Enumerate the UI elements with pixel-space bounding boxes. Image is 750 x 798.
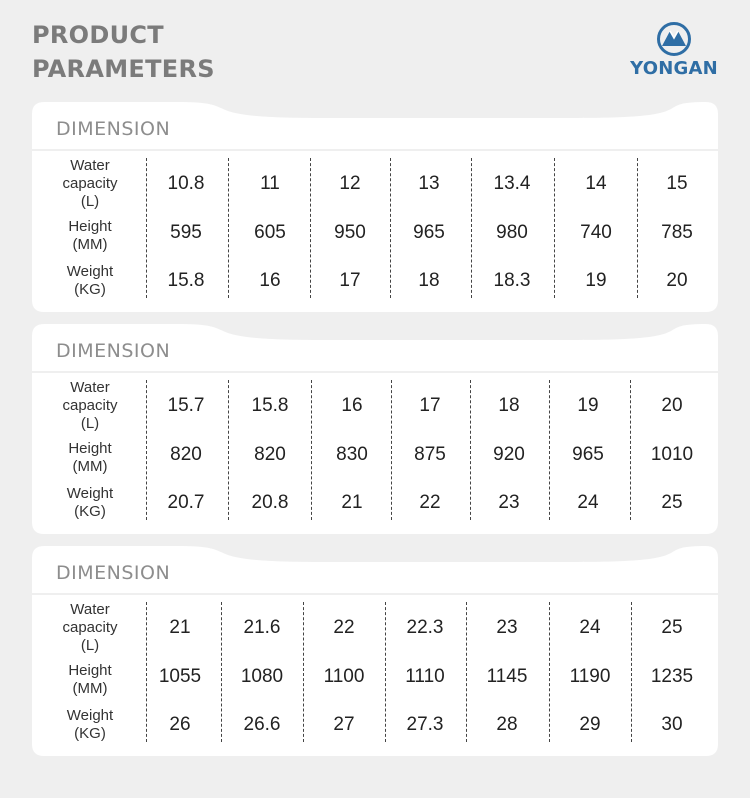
table-cell: 920	[493, 444, 525, 465]
row-label-line: Height	[68, 662, 112, 679]
table-cell: 830	[336, 444, 368, 465]
table-cell: 20.8	[251, 492, 289, 513]
row-label	[44, 379, 136, 433]
table-cell: 26.6	[243, 714, 281, 735]
table-cell: 24	[577, 492, 599, 513]
table-cell: 10.8	[167, 173, 205, 194]
table-cell: 16	[341, 395, 363, 416]
table-cell: 1145	[486, 666, 528, 687]
table-cell: 23	[496, 617, 518, 638]
table-cell: 965	[572, 444, 604, 465]
table-cell: 22	[419, 492, 441, 513]
table-cell: 1100	[323, 666, 365, 687]
table-cell: 1235	[650, 666, 694, 687]
row-label-line: (L)	[80, 193, 100, 210]
table-cell: 26	[169, 714, 191, 735]
table-cell: 20	[661, 395, 683, 416]
table-cell: 15.7	[167, 395, 205, 416]
row-label-line: capacity	[62, 175, 118, 192]
table-cell: 27.3	[406, 714, 444, 735]
row-label-line: capacity	[62, 397, 118, 414]
table-cell: 17	[339, 270, 361, 291]
row-label-line: (KG)	[74, 725, 106, 742]
row-label-line: Weight	[66, 485, 114, 502]
table-cell: 595	[170, 222, 202, 243]
table-cell: 1010	[650, 444, 694, 465]
table-cell: 17	[419, 395, 441, 416]
row-label	[44, 157, 136, 211]
column-divider	[554, 158, 555, 298]
table-cell: 20.7	[167, 492, 205, 513]
table-cell: 875	[414, 444, 446, 465]
table-cell: 25	[661, 617, 683, 638]
table-section-label: DIMENSION	[56, 562, 171, 584]
table-cell: 13	[418, 173, 440, 194]
row-label-line: Water	[70, 379, 110, 396]
dimension-table-2	[32, 324, 718, 534]
table-cell: 16	[259, 270, 281, 291]
table-cell: 14	[585, 173, 607, 194]
row-label-line: (KG)	[74, 281, 106, 298]
table-cell: 15.8	[251, 395, 289, 416]
table-cell: 19	[585, 270, 607, 291]
column-divider	[630, 380, 631, 520]
yongan-mountain-logo-icon	[657, 22, 691, 56]
row-label-line: Height	[68, 218, 112, 235]
brand-name: YONGAN	[630, 58, 718, 79]
column-divider	[228, 158, 229, 298]
table-cell: 19	[577, 395, 599, 416]
page-title	[32, 18, 215, 86]
row-label	[44, 218, 136, 254]
table-cell: 29	[579, 714, 601, 735]
dimension-table-3	[32, 546, 718, 756]
row-label-line: (L)	[80, 415, 100, 432]
column-divider	[228, 380, 229, 520]
table-cell: 22	[333, 617, 355, 638]
table-cell: 12	[339, 173, 361, 194]
row-label-line: (MM)	[72, 458, 108, 475]
table-cell: 785	[661, 222, 693, 243]
table-cell: 25	[661, 492, 683, 513]
row-label	[44, 440, 136, 476]
table-cell: 18	[418, 270, 440, 291]
table-cell: 605	[254, 222, 286, 243]
row-label-line: Weight	[66, 263, 114, 280]
table-cell: 1190	[569, 666, 611, 687]
table-cell: 965	[413, 222, 445, 243]
row-label	[44, 263, 136, 299]
table-cell: 13.4	[493, 173, 531, 194]
row-label-line: capacity	[62, 619, 118, 636]
page-title-line-1: PRODUCT	[32, 21, 164, 49]
table-section-label: DIMENSION	[56, 118, 171, 140]
row-label-line: (KG)	[74, 503, 106, 520]
table-cell: 22.3	[406, 617, 444, 638]
table-cell: 21	[341, 492, 363, 513]
table-cell: 950	[334, 222, 366, 243]
table-cell: 27	[333, 714, 355, 735]
table-cell: 740	[580, 222, 612, 243]
row-label-line: (MM)	[72, 680, 108, 697]
table-cell: 820	[170, 444, 202, 465]
table-cell: 28	[496, 714, 518, 735]
row-label-line: Water	[70, 157, 110, 174]
table-cell: 1110	[405, 666, 445, 687]
table-cell: 11	[260, 173, 280, 194]
row-label-line: Height	[68, 440, 112, 457]
row-label-line: Weight	[66, 707, 114, 724]
table-cell: 1055	[158, 666, 202, 687]
row-label	[44, 601, 136, 655]
table-cell: 1080	[240, 666, 284, 687]
row-label-line: (L)	[80, 637, 100, 654]
page-title-line-2: PARAMETERS	[32, 55, 215, 83]
table-cell: 18	[498, 395, 520, 416]
table-cell: 21	[169, 617, 191, 638]
dimension-table-1	[32, 102, 718, 312]
table-cell: 30	[661, 714, 683, 735]
row-label-line: (MM)	[72, 236, 108, 253]
row-label-line: Water	[70, 601, 110, 618]
table-cell: 15	[666, 173, 688, 194]
table-cell: 980	[496, 222, 528, 243]
table-cell: 24	[579, 617, 601, 638]
table-cell: 21.6	[243, 617, 281, 638]
table-cell: 820	[254, 444, 286, 465]
row-label	[44, 707, 136, 743]
row-label	[44, 485, 136, 521]
table-cell: 23	[498, 492, 520, 513]
table-cell: 15.8	[167, 270, 205, 291]
table-cell: 20	[666, 270, 688, 291]
brand-logo	[626, 22, 722, 86]
table-cell: 18.3	[493, 270, 531, 291]
table-section-label: DIMENSION	[56, 340, 171, 362]
row-label	[44, 662, 136, 698]
